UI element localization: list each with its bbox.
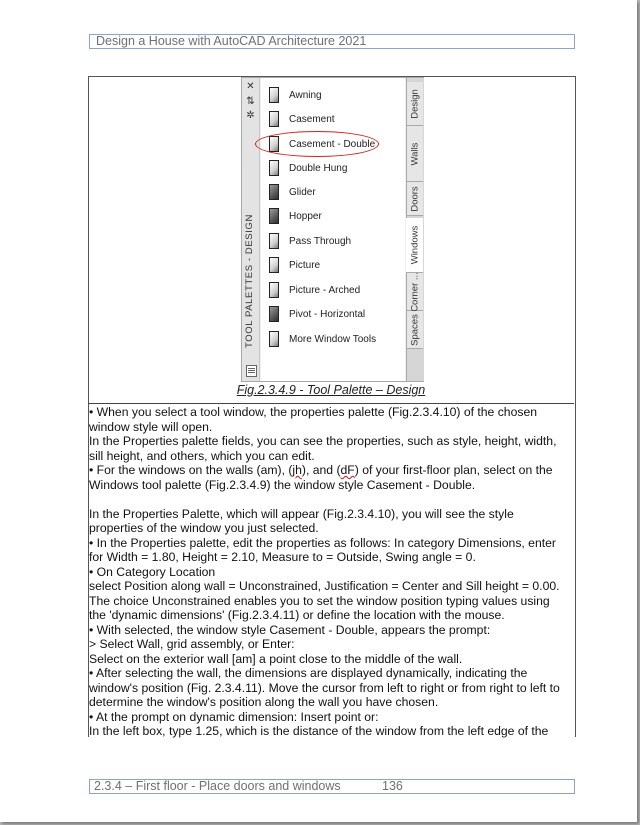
text-line: the 'dynamic dimensions' (Fig.2.3.4.11) or define the location with the mouse. bbox=[89, 608, 505, 622]
tool-item[interactable] bbox=[269, 255, 401, 275]
tab-label: Doors bbox=[409, 185, 421, 212]
text-line: • On Category Location bbox=[89, 564, 216, 579]
tool-item[interactable] bbox=[269, 85, 401, 105]
tab-label: Corner ... bbox=[409, 271, 421, 312]
figure-caption: Fig.2.3.4.9 - Tool Palette – Design bbox=[236, 383, 426, 397]
palette-title-bar bbox=[242, 78, 260, 381]
text-line: sill height, and others, which you can edit. bbox=[89, 448, 315, 463]
tool-label: Picture bbox=[289, 259, 321, 271]
tool-label: Pass Through bbox=[289, 235, 352, 247]
window-glider-icon bbox=[269, 184, 279, 200]
tool-label: Casement bbox=[289, 113, 335, 125]
text-line: • With selected, the window style Casement - Double, appears the prompt: bbox=[89, 622, 491, 637]
tool-label: Picture - Arched bbox=[289, 284, 361, 296]
tab-corner[interactable] bbox=[407, 273, 423, 311]
tool-list bbox=[261, 78, 405, 381]
text-line: • In the Properties palette, edit the properties as follows: In category Dimensions, enter bbox=[89, 535, 556, 550]
tab-label: Spaces bbox=[409, 313, 421, 346]
page-footer bbox=[89, 779, 575, 794]
text-line: > Select Wall, grid assembly, or Enter: bbox=[89, 637, 295, 651]
properties-icon[interactable]: ✲ bbox=[246, 110, 255, 121]
tool-item[interactable] bbox=[269, 182, 401, 202]
text-line: select Position along wall = Unconstrained, Justification = Center and Sill height = 0.00. bbox=[89, 579, 560, 593]
auto-hide-icon[interactable]: ⇅ bbox=[246, 96, 255, 107]
tool-label: Hopper bbox=[289, 210, 322, 222]
text-line: properties of the window you just selected. bbox=[89, 521, 319, 535]
text-line: Select on the exterior wall [am] a point close to the middle of the wall. bbox=[89, 651, 463, 666]
tab-spaces[interactable] bbox=[407, 311, 423, 349]
tab-label: Walls bbox=[409, 142, 421, 165]
body-text bbox=[89, 405, 573, 739]
window-picture-arched-icon bbox=[269, 282, 279, 298]
tool-label: Pivot - Horizontal bbox=[289, 308, 366, 320]
tool-item[interactable] bbox=[269, 206, 401, 226]
tool-item[interactable] bbox=[269, 304, 401, 324]
text-line: The choice Unconstrained enables you to set the window position typing values using bbox=[89, 593, 550, 608]
window-pass-through-icon bbox=[269, 233, 279, 249]
tool-label: More Window Tools bbox=[289, 333, 377, 345]
tool-label: Double Hung bbox=[289, 162, 348, 174]
tab-windows[interactable] bbox=[406, 218, 423, 273]
footer-section: 2.3.4 – First floor - Place doors and windows bbox=[94, 779, 341, 793]
tool-label: Casement - Double bbox=[289, 138, 376, 150]
text-line: window's position (Fig. 2.3.4.11). Move the cursor from left to right or from right to left to bbox=[89, 680, 560, 695]
more-tools-icon bbox=[269, 331, 279, 347]
window-awning-icon bbox=[269, 87, 279, 103]
text-line: Windows tool palette (Fig.2.3.4.9) the window style Casement - Double. bbox=[89, 477, 476, 492]
tab-design[interactable] bbox=[407, 82, 423, 126]
text-line: In the left box, type 1.25, which is the distance of the window from the left edge of the bbox=[89, 724, 549, 738]
text-line: • For the windows on the walls (am), (jh), and (dF) of your first-floor plan, select on the bbox=[89, 463, 553, 477]
window-hopper-icon bbox=[269, 208, 279, 224]
tool-item[interactable] bbox=[269, 158, 401, 178]
text-line: determine the window's position along the wall you have chosen. bbox=[89, 695, 439, 709]
palette-side-title: TOOL PALETTES - DESIGN bbox=[244, 214, 255, 348]
text-line: window style will open. bbox=[89, 419, 213, 434]
palette-menu-icon[interactable] bbox=[246, 365, 257, 377]
tool-item[interactable] bbox=[269, 280, 401, 300]
text-line: • At the prompt on dynamic dimension: Insert point or: bbox=[89, 709, 379, 724]
text-line: • When you select a tool window, the properties palette (Fig.2.3.4.10) of the chosen bbox=[89, 405, 538, 419]
window-picture-icon bbox=[269, 257, 279, 273]
tool-item[interactable] bbox=[269, 329, 401, 349]
tool-palette bbox=[241, 77, 424, 382]
highlight-ellipse bbox=[255, 131, 379, 157]
text-line bbox=[89, 492, 573, 507]
text-line: • After selecting the wall, the dimensions are displayed dynamically, indicating the bbox=[89, 666, 528, 680]
tool-item[interactable] bbox=[269, 231, 401, 251]
page-number: 136 bbox=[382, 779, 403, 793]
tool-label: Awning bbox=[289, 89, 322, 101]
tab-doors[interactable] bbox=[407, 182, 423, 216]
tab-walls[interactable] bbox=[407, 126, 423, 182]
text-line: for Width = 1.80, Height = 2.10, Measure to = Outside, Swing angle = 0. bbox=[89, 550, 476, 564]
tab-label: Design bbox=[409, 88, 421, 119]
palette-tabs bbox=[406, 78, 424, 381]
tool-label: Glider bbox=[289, 186, 316, 198]
tool-item[interactable] bbox=[269, 109, 401, 129]
close-icon[interactable]: ✕ bbox=[246, 81, 255, 92]
page-header bbox=[89, 34, 575, 49]
window-casement-icon bbox=[269, 111, 279, 127]
text-line: In the Properties Palette, which will appear (Fig.2.3.4.10), you will see the style bbox=[89, 506, 514, 521]
text-line: In the Properties palette fields, you can see the properties, such as style, height, width, bbox=[89, 434, 557, 448]
window-pivot-horizontal-icon bbox=[269, 306, 279, 322]
header-title: Design a House with AutoCAD Architecture 2021 bbox=[96, 34, 367, 48]
window-double-hung-icon bbox=[269, 160, 279, 176]
tab-label: Windows bbox=[409, 225, 420, 265]
